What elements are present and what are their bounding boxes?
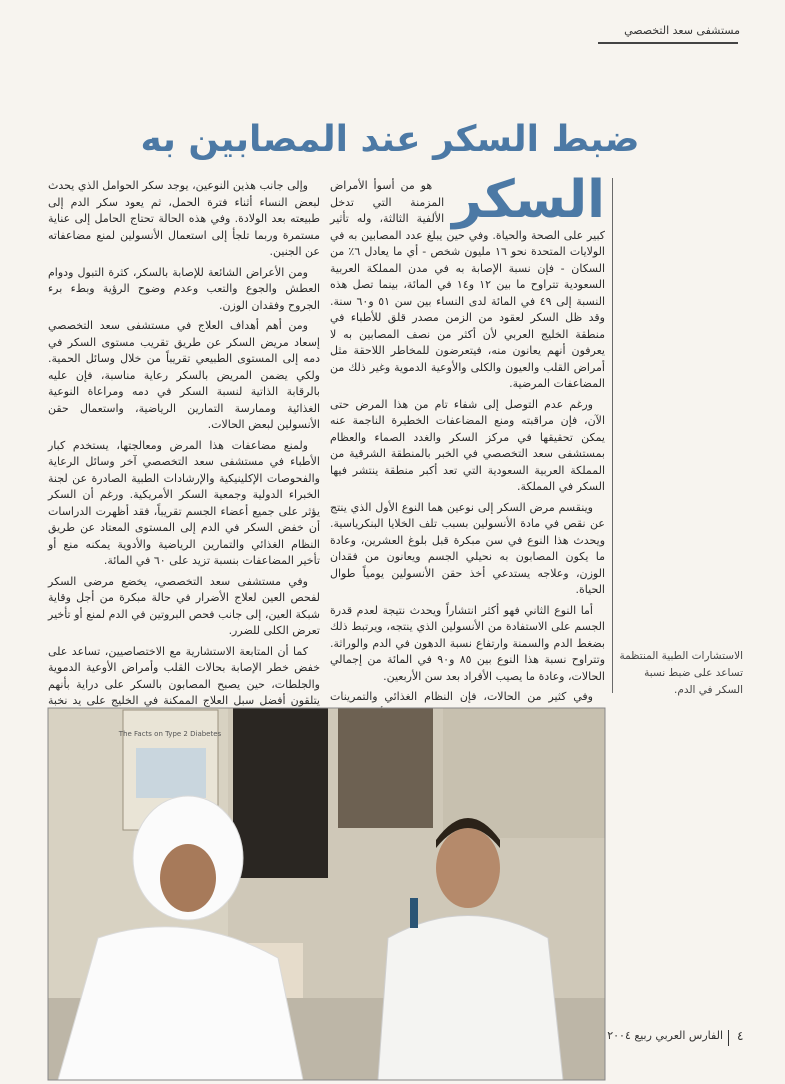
article-column-left <box>48 178 320 707</box>
section-header: مستشفى سعد التخصصي <box>624 24 740 37</box>
footer-magazine-info <box>607 1029 723 1042</box>
doctor-head <box>436 828 500 908</box>
paragraph: وفي مستشفى سعد التخصصي، يخضع مرضى السكر لفحص العين لعلاج الأضرار في حالة مبكرة من أجل وقاية شبكة العين، إلى جانب فحص البروتين في الدم لمنع أو تأخير تعرض الكلى للضرر. <box>48 574 320 637</box>
paragraph: ومن الأعراض الشائعة للإصابة بالسكر، كثرة التبول ودوام العطش والجوع والتعب وعدم وضوح الرؤية وبطء برء الجروح وفقدان الوزن. <box>48 265 320 312</box>
guest-face <box>160 844 216 912</box>
poster-title: The Facts on Type 2 Diabetes <box>118 730 222 738</box>
paragraph: وينقسم مرض السكر إلى نوعين هما النوع الأول الذي ينتج عن نقص في مادة الأنسولين بسبب تلف الخلايا البنكرياسية. ويحدث هذا النوع في سن مبكرة قبل بلوغ العشرين، وعادة ما يكون المصابون به نحيلي الجسم ويعانون من فقدان الوزن، وعلاجه يستدعي أخذ حقن الأنسولين يومياً طوال الحياة. <box>330 500 605 596</box>
article-column-right <box>330 170 606 703</box>
insulin-pen <box>410 898 418 928</box>
paragraph: هو من أسوأ الأمراض المزمنة التي تدخل الألفية الثالثة، وله تأثير كبير على الصحة والحياة. وفي حين يبلغ عدد المصابين به في الولايات المتحدة نحو ١٦ مليون شخص - أي ما يعادل ٦٪ من السكان - فإن نسبة الإصابة به في مدن المملكة العربية السعودية تتراوح ما بين ١٢ و١٤ في المائة، بينما تصل هذه النسبة إلى ٤٩ في المائة لدى النساء بين سن ٥١ و٦٠ سنة. وقد ظل السكر لعقود من الزمن مصدر قلق للأطباء في منطقة الخليج العربي لأن أكثر من نصف المصابين به لا يعرفون أنهم يعانون منه، فيتعرضون للمخاطر اللاحقة مثل أمراض القلب والعيون والكلى والأوعية الدموية وغير ذلك من المضاعفات المرضية. <box>330 179 606 390</box>
paragraph: ومن أهم أهداف العلاج في مستشفى سعد التخصصي إسعاد مريض السكر عن طريق تقريب مستوى السكر في دمه إلى المستوى الطبيعي تقريباً من خلال وسائل الحمية. ولكي يضمن المريض بالسكر رعاية مناسبة، فإن عليه بالرقابة الذاتية لنسبة السكر في دمه ومراعاة النوعية الغذائية وممارسة التمارين الرياضية، واستعمال حقن الأنسولين لبعض الحالات. <box>48 319 320 431</box>
paragraph: وإلى جانب هذين النوعين، يوجد سكر الحوامل الذي يحدث لبعض النساء أثناء فترة الحمل، ثم يعود سكر الدم إلى طبيعته بعد الولادة. وفي هذه الحالة تحتاج الحامل إلى عناية مستمرة وربما تلجأ إلى استعمال الأنسولين لمنع مضاعفاته عن الجنين. <box>48 179 320 258</box>
page-number: ٤ <box>737 1029 744 1043</box>
paragraph: وفي كثير من الحالات، فإن النظام الغذائي والتمرينات <box>330 690 593 703</box>
doorway <box>233 708 328 878</box>
footer-magazine-name: الفارس العربي <box>655 1029 723 1042</box>
paragraph: أما النوع الثاني فهو أكثر انتشاراً ويحدث نتيجة لعدم قدرة الجسم على الاستفادة من الأنسولين الذي ينتجه، ويرتبط ذلك بضغط الدم والسمنة وارتفاع نسبة الدهون في الدم والوراثة. وتتراوح نسبة هذا النوع بين ٨٥ و٩٠ في المائة من إجمالي الحالات، وعادة ما يصيب الأفراد بعد سن الأربعين. <box>330 603 605 683</box>
closing-paragraph-text: كما أن المتابعة الاستشارية مع الاختصاصيين، تساعد على خفض خطر الإصابة بحالات القلب وأمراض الأوعية الدموية والجلطات، حين يصبح المصابون بالسكر على دراية بأنهم يتلقون أفضل سبل العلاج الممكنة في الخليج على يد نخبة <box>48 644 320 707</box>
drop-cap-word: السكر <box>452 170 605 230</box>
header-rule <box>598 42 738 44</box>
consultation-photo <box>48 708 605 1080</box>
paragraph: ورغم عدم التوصل إلى شفاء تام من هذا المرض حتى الآن، فإن مراقبته ومنع المضاعفات الخطيرة الناجمة عنه يمكن تحقيقها في مركز السكر والغدد الصماء والعظام بمستشفى سعد التخصصي في الخبر بالمنطقة الشرقية من المملكة العربية السعودية التي تعد أكبر منطقة ينتشر فيها السكر في المملكة. <box>330 397 605 493</box>
doctor-white-coat <box>378 916 563 1081</box>
paragraph: ولمنع مضاعفات هذا المرض ومعالجتها، يستخدم كبار الأطباء في مستشفى سعد التخصصي آخر وسائل الرعاية والفحوصات الإكلينيكية والإرشادات الطبية الصادرة عن لجنة الخبراء الدولية وجمعية السكر الأمريكية. ورغم أن السكر يؤثر على جميع أعضاء الجسم تقريباً، فقد أظهرت الدراسات أن خفض السكر في الدم إلى المستوى المعتاد عن طريق النظام الغذائي والتمارين الرياضية والأدوية يمكنه منع أو تأخير المضاعفات بنسبة تزيد على ٦٠ في المائة. <box>48 438 320 567</box>
footer-divider <box>728 1030 729 1046</box>
caption-divider <box>612 178 613 693</box>
article-headline: ضبط السكر عند المصابين به <box>140 119 640 161</box>
photo-caption: الاستشارات الطبية المنتظمة تساعد على ضبط نسبة السكر في الدم. <box>619 650 743 696</box>
wall-cabinet <box>338 708 433 828</box>
poster-image <box>136 748 206 798</box>
footer-issue: ربيع ٢٠٠٤ <box>607 1029 652 1042</box>
photo-illustration <box>48 708 605 1080</box>
